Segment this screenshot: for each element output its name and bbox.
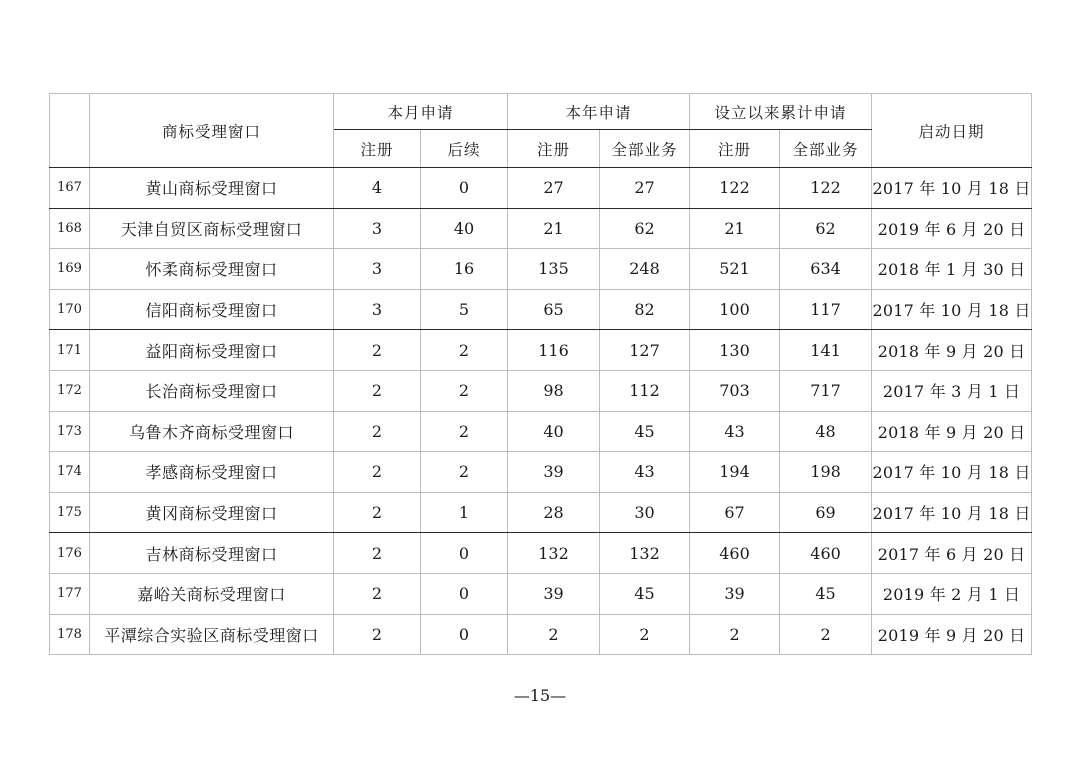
cell-year-registration: 39 [508, 573, 600, 614]
cell-cumulative-all-business: 62 [780, 208, 872, 249]
cell-cumulative-registration: 122 [690, 168, 780, 209]
cell-index: 177 [50, 573, 90, 614]
cell-year-registration: 132 [508, 533, 600, 574]
cell-month-follow-up: 0 [421, 614, 508, 655]
cell-month-registration: 3 [334, 249, 421, 290]
cell-index: 176 [50, 533, 90, 574]
cell-year-registration: 135 [508, 249, 600, 290]
cell-cumulative-registration: 100 [690, 289, 780, 330]
cell-year-registration: 39 [508, 452, 600, 493]
cell-start-date: 2017 年 10 月 18 日 [872, 289, 1032, 330]
cell-year-registration: 116 [508, 330, 600, 371]
cell-year-registration: 2 [508, 614, 600, 655]
page-number: —15— [513, 686, 567, 705]
header-this-year: 本年申请 [508, 94, 690, 130]
cell-window-name: 吉林商标受理窗口 [90, 533, 334, 574]
cell-cumulative-registration: 460 [690, 533, 780, 574]
cell-month-registration: 2 [334, 614, 421, 655]
cell-index: 172 [50, 370, 90, 411]
table-row [50, 614, 1032, 655]
table-row [50, 168, 1032, 209]
cell-month-registration: 2 [334, 370, 421, 411]
cell-year-all-business: 2 [600, 614, 690, 655]
cell-month-follow-up: 0 [421, 573, 508, 614]
cell-window-name: 嘉峪关商标受理窗口 [90, 573, 334, 614]
cell-month-registration: 2 [334, 533, 421, 574]
cell-index: 170 [50, 289, 90, 330]
cell-month-registration: 4 [334, 168, 421, 209]
header-cumulative-registration: 注册 [690, 130, 780, 168]
header-month-registration: 注册 [334, 130, 421, 168]
header-year-registration: 注册 [508, 130, 600, 168]
header-year-all-business: 全部业务 [600, 130, 690, 168]
cell-month-follow-up: 0 [421, 533, 508, 574]
cell-cumulative-all-business: 69 [780, 492, 872, 533]
cell-start-date: 2017 年 10 月 18 日 [872, 452, 1032, 493]
header-index [50, 94, 90, 168]
header-month-follow-up: 后续 [421, 130, 508, 168]
cell-window-name: 平潭综合实验区商标受理窗口 [90, 614, 334, 655]
cell-index: 167 [50, 168, 90, 209]
cell-window-name: 信阳商标受理窗口 [90, 289, 334, 330]
cell-year-all-business: 127 [600, 330, 690, 371]
cell-year-registration: 27 [508, 168, 600, 209]
cell-cumulative-all-business: 45 [780, 573, 872, 614]
cell-cumulative-registration: 194 [690, 452, 780, 493]
cell-year-all-business: 43 [600, 452, 690, 493]
cell-index: 173 [50, 411, 90, 452]
table-row [50, 411, 1032, 452]
cell-year-registration: 28 [508, 492, 600, 533]
cell-start-date: 2017 年 3 月 1 日 [872, 370, 1032, 411]
cell-month-follow-up: 2 [421, 370, 508, 411]
cell-index: 171 [50, 330, 90, 371]
cell-index: 178 [50, 614, 90, 655]
cell-cumulative-registration: 521 [690, 249, 780, 290]
table-body [50, 168, 1032, 655]
table-row [50, 370, 1032, 411]
cell-window-name: 孝感商标受理窗口 [90, 452, 334, 493]
header-cumulative: 设立以来累计申请 [690, 94, 872, 130]
table-row [50, 330, 1032, 371]
cell-cumulative-all-business: 2 [780, 614, 872, 655]
cell-index: 168 [50, 208, 90, 249]
trademark-window-table [49, 93, 1032, 655]
cell-year-all-business: 27 [600, 168, 690, 209]
table-row [50, 533, 1032, 574]
cell-cumulative-all-business: 117 [780, 289, 872, 330]
header-this-month: 本月申请 [334, 94, 508, 130]
cell-cumulative-all-business: 460 [780, 533, 872, 574]
table-row [50, 289, 1032, 330]
cell-year-registration: 98 [508, 370, 600, 411]
cell-cumulative-registration: 67 [690, 492, 780, 533]
cell-cumulative-registration: 39 [690, 573, 780, 614]
table-row [50, 249, 1032, 290]
cell-start-date: 2018 年 1 月 30 日 [872, 249, 1032, 290]
cell-month-follow-up: 1 [421, 492, 508, 533]
cell-start-date: 2017 年 10 月 18 日 [872, 492, 1032, 533]
cell-month-follow-up: 0 [421, 168, 508, 209]
cell-year-registration: 40 [508, 411, 600, 452]
cell-window-name: 黄冈商标受理窗口 [90, 492, 334, 533]
table-row [50, 452, 1032, 493]
cell-start-date: 2017 年 6 月 20 日 [872, 533, 1032, 574]
cell-month-follow-up: 2 [421, 452, 508, 493]
cell-cumulative-registration: 703 [690, 370, 780, 411]
cell-month-follow-up: 16 [421, 249, 508, 290]
cell-cumulative-registration: 43 [690, 411, 780, 452]
cell-year-all-business: 30 [600, 492, 690, 533]
cell-year-all-business: 82 [600, 289, 690, 330]
table-row [50, 573, 1032, 614]
cell-cumulative-all-business: 717 [780, 370, 872, 411]
cell-year-all-business: 45 [600, 411, 690, 452]
cell-window-name: 益阳商标受理窗口 [90, 330, 334, 371]
cell-cumulative-all-business: 141 [780, 330, 872, 371]
cell-year-all-business: 62 [600, 208, 690, 249]
cell-window-name: 天津自贸区商标受理窗口 [90, 208, 334, 249]
cell-month-registration: 2 [334, 452, 421, 493]
cell-month-registration: 3 [334, 289, 421, 330]
cell-month-registration: 3 [334, 208, 421, 249]
cell-cumulative-all-business: 122 [780, 168, 872, 209]
cell-month-follow-up: 5 [421, 289, 508, 330]
cell-window-name: 黄山商标受理窗口 [90, 168, 334, 209]
cell-year-all-business: 132 [600, 533, 690, 574]
cell-start-date: 2017 年 10 月 18 日 [872, 168, 1032, 209]
cell-month-follow-up: 2 [421, 330, 508, 371]
cell-start-date: 2018 年 9 月 20 日 [872, 330, 1032, 371]
cell-index: 175 [50, 492, 90, 533]
cell-month-follow-up: 40 [421, 208, 508, 249]
cell-window-name: 怀柔商标受理窗口 [90, 249, 334, 290]
header-cumulative-all-business: 全部业务 [780, 130, 872, 168]
cell-start-date: 2019 年 2 月 1 日 [872, 573, 1032, 614]
cell-year-registration: 65 [508, 289, 600, 330]
cell-index: 169 [50, 249, 90, 290]
cell-start-date: 2019 年 6 月 20 日 [872, 208, 1032, 249]
cell-month-registration: 2 [334, 330, 421, 371]
cell-month-registration: 2 [334, 411, 421, 452]
cell-window-name: 乌鲁木齐商标受理窗口 [90, 411, 334, 452]
cell-cumulative-registration: 21 [690, 208, 780, 249]
cell-window-name: 长治商标受理窗口 [90, 370, 334, 411]
cell-year-all-business: 45 [600, 573, 690, 614]
header-row-1 [50, 94, 1032, 130]
cell-cumulative-all-business: 198 [780, 452, 872, 493]
cell-start-date: 2019 年 9 月 20 日 [872, 614, 1032, 655]
cell-year-registration: 21 [508, 208, 600, 249]
cell-start-date: 2018 年 9 月 20 日 [872, 411, 1032, 452]
cell-year-all-business: 112 [600, 370, 690, 411]
cell-year-all-business: 248 [600, 249, 690, 290]
cell-month-follow-up: 2 [421, 411, 508, 452]
cell-month-registration: 2 [334, 492, 421, 533]
table-row [50, 208, 1032, 249]
cell-cumulative-registration: 2 [690, 614, 780, 655]
header-window: 商标受理窗口 [90, 94, 334, 168]
table-row [50, 492, 1032, 533]
cell-month-registration: 2 [334, 573, 421, 614]
cell-cumulative-all-business: 634 [780, 249, 872, 290]
cell-index: 174 [50, 452, 90, 493]
cell-cumulative-registration: 130 [690, 330, 780, 371]
header-start-date: 启动日期 [872, 94, 1032, 168]
cell-cumulative-all-business: 48 [780, 411, 872, 452]
